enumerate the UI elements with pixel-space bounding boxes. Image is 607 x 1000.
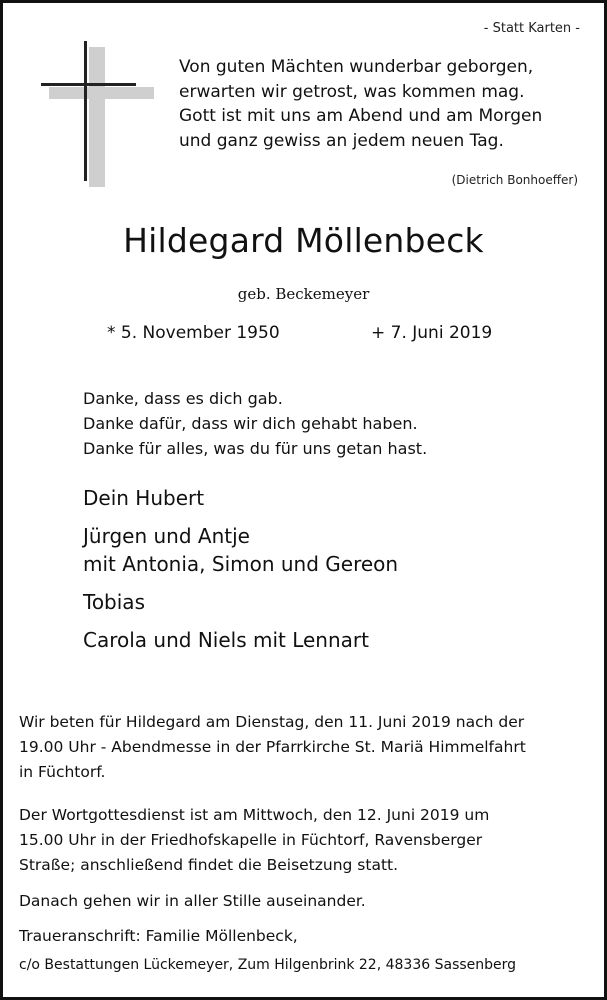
mourners-list	[83, 484, 398, 654]
birth-name: geb. Beckemeyer	[237, 285, 370, 303]
prayer-line: in Füchtorf.	[19, 763, 106, 781]
bonhoeffer-poem	[179, 55, 542, 153]
prayer-notice	[19, 710, 526, 785]
mourner-tobias: Tobias	[83, 590, 145, 614]
cross-icon	[39, 39, 159, 189]
statt-karten-note: - Statt Karten -	[483, 21, 580, 36]
thanks-line: Danke dafür, dass wir dich gehabt haben.	[83, 414, 418, 433]
poem-line: Von guten Mächten wunderbar geborgen,	[179, 57, 534, 77]
thanks-verse	[83, 386, 427, 461]
service-line: 15.00 Uhr in der Friedhofskapelle in Füchtorf, Ravensberger	[19, 831, 483, 849]
thanks-line: Danke, dass es dich gab.	[83, 389, 283, 408]
prayer-line: Wir beten für Hildegard am Dienstag, den 11. Juni 2019 nach der	[19, 713, 525, 731]
birth-date: * 5. November 1950	[107, 323, 280, 343]
poem-author: (Dietrich Bonhoeffer)	[451, 173, 578, 187]
thanks-line: Danke für alles, was du für uns getan hast.	[83, 439, 428, 458]
prayer-line: 19.00 Uhr - Abendmesse in der Pfarrkirche St. Mariä Himmelfahrt	[19, 738, 526, 756]
poem-line: und ganz gewiss an jedem neuen Tag.	[179, 130, 504, 151]
mourner-juergen-antje: Jürgen und Antje	[83, 524, 250, 548]
service-line: Der Wortgottesdienst ist am Mittwoch, den 12. Juni 2019 um	[19, 806, 490, 824]
deceased-name: Hildegard Möllenbeck	[123, 221, 484, 260]
mourner-hubert: Dein Hubert	[83, 486, 205, 510]
mourner-carola-niels: Carola und Niels mit Lennart	[83, 628, 369, 652]
poem-line: Gott ist mit uns am Abend und am Morgen	[179, 106, 543, 126]
service-notice	[19, 803, 489, 878]
closing-note: Danach gehen wir in aller Stille auseinander.	[19, 892, 366, 910]
address-line-2: c/o Bestattungen Lückemeyer, Zum Hilgenbrink 22, 48336 Sassenberg	[19, 957, 517, 973]
service-line: Straße; anschließend findet die Beisetzung statt.	[19, 856, 399, 874]
address-line-1: Traueranschrift: Familie Möllenbeck,	[19, 927, 298, 945]
poem-line: erwarten wir getrost, was kommen mag.	[179, 81, 525, 102]
mourner-grandchildren: mit Antonia, Simon und Gereon	[83, 552, 399, 576]
death-date: + 7. Juni 2019	[371, 323, 493, 343]
